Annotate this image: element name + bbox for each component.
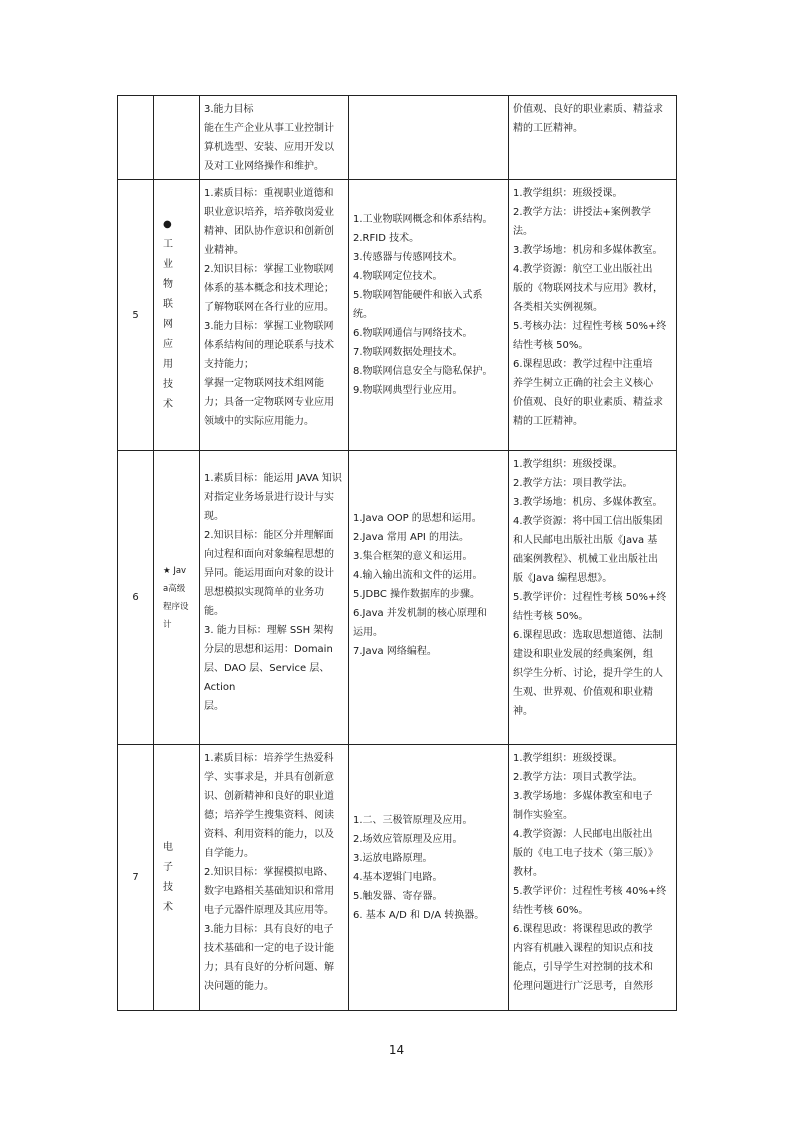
goals-line: 分层的思想和运用：Domain: [204, 644, 333, 655]
requirements-line: 织学生分析、讨论，提升学生的人: [513, 668, 663, 679]
goals-cell: [200, 180, 349, 451]
requirements-cell: [509, 451, 677, 745]
content-cell: [349, 451, 509, 745]
row-number: 6: [132, 592, 139, 603]
curriculum-table: [117, 95, 677, 1011]
goals-line: 3.能力目标：掌握工业物联网: [204, 321, 334, 332]
goals-line: 学、实事求是，并具有创新意: [204, 772, 334, 783]
goals-cell: [200, 451, 349, 745]
content-cell: [349, 745, 509, 1011]
content-line: 2.场效应管原理及应用。: [353, 834, 463, 845]
course-name-cell: [154, 180, 200, 451]
requirements-line: 和人民邮电出版社出版《Java 基: [513, 535, 658, 546]
requirements-line: 结性考核 60%。: [513, 905, 589, 916]
content-line: 1.工业物联网概念和体系结构。: [353, 214, 493, 225]
requirements-line: 2.教学方法：项目教学法。: [513, 478, 633, 489]
content-line: 运用。: [353, 627, 383, 638]
goals-line: 精神、团队协作意识和创新创: [204, 226, 334, 237]
goals-cell: [200, 745, 349, 1011]
table-row: [118, 451, 677, 745]
requirements-line: 1.教学组织：班级授课。: [513, 459, 623, 470]
content-line: 6.Java 并发机制的核心原理和: [353, 608, 487, 619]
goals-line: 能在生产企业从事工业控制计: [204, 123, 334, 134]
goals-line: 数字电路相关基础知识和常用: [204, 886, 334, 897]
goals-line: 及对工业网络操作和维护。: [204, 161, 324, 172]
requirements-cell: [509, 745, 677, 1011]
requirements-line: 5.教学评价：过程性考核 50%+终: [513, 592, 667, 603]
goals-line: 3.能力目标: [204, 104, 254, 115]
requirements-line: 教材。: [513, 867, 543, 878]
page-number: 14: [388, 1043, 405, 1057]
requirements-line: 3.教学场地：机房、多媒体教室。: [513, 497, 663, 508]
goals-line: 掌握一定物联网技术组网能: [204, 378, 324, 389]
goals-line: 领域中的实际应用能力。: [204, 416, 314, 427]
requirements-line: 4.教学资源：人民邮电出版社出: [513, 829, 653, 840]
content-line: 2.Java 常用 API 的用法。: [353, 532, 470, 543]
course-name: 电子技术: [163, 841, 182, 913]
requirements-line: 6.课程思政：将课程思政的教学: [513, 924, 653, 935]
goals-line: 决问题的能力。: [204, 981, 274, 992]
requirements-line: 法。: [513, 226, 533, 237]
course-name: ● 工业物联网应用技术: [163, 219, 182, 410]
goals-line: 自学能力。: [204, 848, 254, 859]
content-line: 7.物联网数据处理技术。: [353, 347, 463, 358]
requirements-line: 结性考核 50%。: [513, 340, 589, 351]
goals-line: 2.知识目标：掌握模拟电路、: [204, 867, 334, 878]
requirements-cell: [509, 180, 677, 451]
goals-cell: [200, 96, 349, 180]
row-number-cell: [118, 745, 154, 1011]
goals-line: 能。: [204, 606, 224, 617]
content-line: 4.物联网定位技术。: [353, 271, 443, 282]
requirements-line: 精的工匠精神。: [513, 416, 583, 427]
goals-line: 向过程和面向对象编程思想的: [204, 549, 334, 560]
requirements-line: 础案例教程》、机械工业出版社出: [513, 554, 658, 565]
requirements-line: 神。: [513, 706, 533, 717]
requirements-line: 制作实验室。: [513, 810, 573, 821]
table-row: [118, 96, 677, 180]
goals-line: 异同。能运用面向对象的设计: [204, 568, 334, 579]
requirements-line: 1.教学组织：班级授课。: [513, 188, 623, 199]
row-number: 7: [132, 872, 139, 883]
requirements-line: 版的《电工电子技术（第三版）》: [513, 848, 658, 859]
requirements-cell: [509, 96, 677, 180]
goals-line: 1.素质目标：能运用 JAVA 知识: [204, 473, 342, 484]
requirements-line: 3.教学场地：机房和多媒体教室。: [513, 245, 663, 256]
requirements-line: 伦理问题进行广泛思考，自然形: [513, 981, 653, 992]
goals-line: 电子元器件原理及其应用等。: [204, 905, 334, 916]
content-line: 1.Java OOP 的思想和运用。: [353, 513, 482, 524]
content-line: 8.物联网信息安全与隐私保护。: [353, 366, 493, 377]
requirements-line: 各类相关实例视频。: [513, 302, 603, 313]
goals-line: 思想模拟实现简单的业务功: [204, 587, 324, 598]
goals-line: 2.知识目标：掌握工业物联网: [204, 264, 334, 275]
requirements-line: 养学生树立正确的社会主义核心: [513, 378, 653, 389]
requirements-line: 2.教学方法：项目式教学法。: [513, 772, 643, 783]
course-name-cell: [154, 745, 200, 1011]
requirements-line: 内容有机融入课程的知识点和技: [513, 943, 653, 954]
goals-line: 层、DAO 层、Service 层、Action: [204, 663, 330, 693]
goals-line: 1.素质目标：重视职业道德和: [204, 188, 334, 199]
row-number: 5: [132, 309, 139, 321]
requirements-line: 精的工匠精神。: [513, 123, 583, 134]
table-row: [118, 180, 677, 451]
row-number-cell: [118, 96, 154, 180]
requirements-line: 1.教学组织：班级授课。: [513, 753, 623, 764]
goals-line: 对指定业务场景进行设计与实: [204, 492, 334, 503]
requirements-line: 版的《物联网技术与应用》教材，: [513, 283, 663, 294]
goals-line: 3. 能力目标：理解 SSH 架构: [204, 625, 334, 636]
requirements-line: 生观、世界观、价值观和职业精: [513, 687, 653, 698]
goals-line: 业精神。: [204, 245, 244, 256]
goals-line: 体系结构间的理论联系与技术: [204, 340, 334, 351]
requirements-line: 5.教学评价：过程性考核 40%+终: [513, 886, 667, 897]
content-line: 3.运放电路原理。: [353, 853, 433, 864]
goals-line: 1.素质目标：培养学生热爱科: [204, 753, 334, 764]
goals-line: 现。: [204, 511, 224, 522]
requirements-line: 2.教学方法：讲授法+案例教学: [513, 207, 651, 218]
content-line: 9.物联网典型行业应用。: [353, 385, 463, 396]
requirements-line: 价值观、良好的职业素质、精益求: [513, 397, 663, 408]
goals-line: 3.能力目标：具有良好的电子: [204, 924, 334, 935]
requirements-line: 4.教学资源：航空工业出版社出: [513, 264, 653, 275]
goals-line: 算机选型、安装、应用开发以: [204, 142, 334, 153]
table-row: [118, 745, 677, 1011]
content-line: 7.Java 网络编程。: [353, 646, 437, 657]
content-line: 4.基本逻辑门电路。: [353, 872, 443, 883]
content-line: 2.RFID 技术。: [353, 233, 420, 244]
goals-line: 支持能力；: [204, 359, 254, 370]
content-line: 6. 基本 A/D 和 D/A 转换器。: [353, 910, 485, 921]
content-line: 6.物联网通信与网络技术。: [353, 328, 473, 339]
goals-line: 2.知识目标：能区分并理解面: [204, 530, 334, 541]
requirements-line: 价值观、良好的职业素质、精益求: [513, 104, 663, 115]
goals-line: 技术基础和一定的电子设计能: [204, 943, 334, 954]
goals-line: 识、创新精神和良好的职业道: [204, 791, 334, 802]
requirements-line: 结性考核 50%。: [513, 611, 589, 622]
requirements-line: 6.课程思政：教学过程中注重培: [513, 359, 653, 370]
content-cell: [349, 180, 509, 451]
row-number-cell: [118, 180, 154, 451]
goals-line: 体系的基本概念和技术理论；: [204, 283, 334, 294]
goals-line: 资料、利用资料的能力，以及: [204, 829, 334, 840]
requirements-line: 3.教学场地：多媒体教室和电子: [513, 791, 653, 802]
content-line: 4.输入输出流和文件的运用。: [353, 570, 483, 581]
goals-line: 力；具备一定物联网专业应用: [204, 397, 334, 408]
content-line: 5.物联网智能硬件和嵌入式系: [353, 290, 483, 301]
content-cell: [349, 96, 509, 180]
requirements-line: 4.教学资源：将中国工信出版集团: [513, 516, 663, 527]
course-name-cell: [154, 451, 200, 745]
goals-line: 力；具有良好的分析问题、解: [204, 962, 334, 973]
content-line: 3.传感器与传感网技术。: [353, 252, 463, 263]
content-line: 5.触发器、寄存器。: [353, 891, 443, 902]
goals-line: 职业意识培养，培养敬岗爱业: [204, 207, 334, 218]
content-line: 5.JDBC 操作数据库的步骤。: [353, 589, 481, 600]
content-line: 3.集合框架的意义和运用。: [353, 551, 473, 562]
content-line: 1.二、三极管原理及应用。: [353, 815, 473, 826]
row-number-cell: [118, 451, 154, 745]
course-name: ★ Java高级程序设计: [163, 565, 189, 630]
requirements-line: 版《Java 编程思想》。: [513, 573, 613, 584]
goals-line: 层。: [204, 701, 224, 712]
goals-line: 德；培养学生搜集资料、阅读: [204, 810, 334, 821]
requirements-line: 建设和职业发展的经典案例，组: [513, 649, 653, 660]
goals-line: 了解物联网在各行业的应用。: [204, 302, 334, 313]
requirements-line: 能点，引导学生对控制的技术和: [513, 962, 653, 973]
requirements-line: 5.考核办法：过程性考核 50%+终: [513, 321, 667, 332]
content-line: 统。: [353, 309, 373, 320]
requirements-line: 6.课程思政：选取思想道德、法制: [513, 630, 663, 641]
course-name-cell: [154, 96, 200, 180]
